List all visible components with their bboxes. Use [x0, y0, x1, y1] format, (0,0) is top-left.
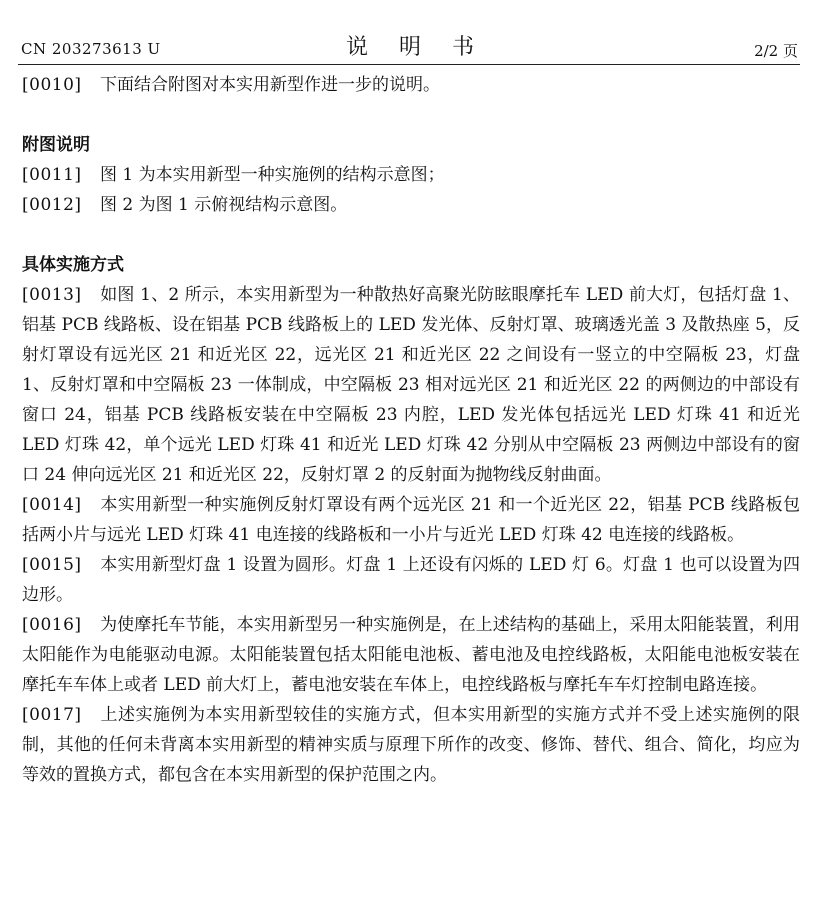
paragraph-number: [0017]: [22, 705, 82, 725]
paragraph-number: [0013]: [22, 285, 82, 305]
paragraph-text: 图 2 为图 1 示俯视结构示意图。: [100, 195, 348, 215]
header-divider: [18, 64, 800, 65]
paragraph-text: 本实用新型灯盘 1 设置为圆形。灯盘 1 上还设有闪烁的 LED 灯 6。灯盘 1 也可以设置为四边形。: [22, 555, 800, 605]
paragraph-number: [0016]: [22, 615, 82, 635]
paragraph-0015: [22, 550, 800, 610]
paragraph-number: [0012]: [22, 195, 82, 215]
paragraph-text: 如图 1、2 所示，本实用新型为一种散热好高聚光防眩眼摩托车 LED 前大灯，包括灯盘 1、铝基 PCB 线路板、设在铝基 PCB 线路板上的 LED 发光体、反射灯罩、玻璃透光盖 3 及散热座 5，反射灯罩设有远光区 21 和近光区 22，远光区 21 和近光区 22 之间设有一竖立的中空隔板 23，灯盘 1、反射灯罩和中空隔板 23 一体制成，中空隔板 23 相对远光区 21 和近光区 22 的两侧边的中部设有窗口 24，铝基 PCB 线路板安装在中空隔板 23 内腔，LED 发光体包括远光 LED 灯珠 41 和近光 LED 灯珠 42，单个远光 LED 灯珠 41 和近光 LED 灯珠 42 分别从中空隔板 23 两侧边中部设有的窗口 24 伸向远光区 21 和近光区 22，反射灯罩 2 的反射面为抛物线反射曲面。: [22, 285, 800, 485]
paragraph-text: 为使摩托车节能，本实用新型另一种实施例是，在上述结构的基础上，采用太阳能装置，利用太阳能作为电能驱动电源。太阳能装置包括太阳能电池板、蓄电池及电控线路板，太阳能电池板安装在摩托车车体上或者 LED 前大灯上，蓄电池安装在车体上，电控线路板与摩托车车灯控制电路连接。: [22, 615, 800, 695]
paragraph-0012: [22, 190, 800, 220]
page-number: 2/2 页: [754, 42, 798, 60]
paragraph-text: 图 1 为本实用新型一种实施例的结构示意图；: [100, 165, 445, 185]
paragraph-text: 本实用新型一种实施例反射灯罩设有两个远光区 21 和一个近光区 22，铝基 PCB 线路板包括两小片与远光 LED 灯珠 41 电连接的线路板和一小片与近光 LED 灯珠 42 电连接的线路板。: [22, 495, 800, 545]
paragraph-0010: [22, 70, 800, 100]
paragraph-number: [0015]: [22, 555, 82, 575]
paragraph-number: [0011]: [22, 165, 82, 185]
paragraph-text: 下面结合附图对本实用新型作进一步的说明。: [100, 75, 440, 95]
paragraph-0014: [22, 490, 800, 550]
paragraph-0016: [22, 610, 800, 700]
section-heading-figures: 附图说明: [22, 135, 90, 155]
document-body: [22, 70, 800, 790]
paragraph-0017: [22, 700, 800, 790]
document-title: 说 明 书: [346, 35, 486, 60]
paragraph-0013: [22, 280, 800, 490]
paragraph-text: 上述实施例为本实用新型较佳的实施方式，但本实用新型的实施方式并不受上述实施例的限制，其他的任何未背离本实用新型的精神实质与原理下所作的改变、修饰、替代、组合、简化，均应为等效的置换方式，都包含在本实用新型的保护范围之内。: [22, 705, 800, 785]
paragraph-number: [0014]: [22, 495, 82, 515]
paragraph-number: [0010]: [22, 75, 82, 95]
page-header: [0, 0, 820, 66]
section-heading-embodiments: 具体实施方式: [22, 255, 124, 275]
paragraph-0011: [22, 160, 800, 190]
patent-number: CN 203273613 U: [21, 40, 161, 58]
